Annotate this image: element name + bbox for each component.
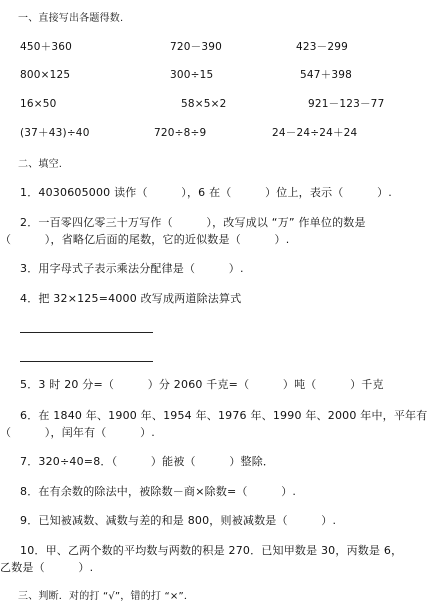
calc-r1-c3: 423－299: [296, 41, 348, 53]
question-10-line-1: 10．甲、乙两个数的平均数与两数的积是 270．已知甲数是 30，丙数是 6，: [20, 544, 403, 557]
question-7: 7．320÷40=8．（ ）能被（ ）整除．: [20, 455, 275, 468]
calc-r3-c1: 16×50: [20, 98, 57, 110]
section-3-heading: 三、判断．对的打 “√”，错的打 “×”．: [18, 591, 195, 602]
calc-r4-c3: 24－24÷24＋24: [272, 127, 358, 139]
calc-r2-c1: 800×125: [20, 69, 71, 81]
calc-r3-c2: 58×5×2: [181, 98, 227, 110]
calc-r2-c2: 300÷15: [170, 69, 214, 81]
question-6-line-1: 6．在 1840 年、1900 年、1954 年、1976 年、1990 年、2000 年中，平年有: [20, 409, 428, 422]
question-3: 3．用字母式子表示乘法分配律是（ ）.: [20, 262, 244, 275]
calc-r4-c1: (37＋43)÷40: [20, 127, 90, 139]
answer-line-1: [20, 332, 153, 333]
calc-r1-c1: 450＋360: [20, 41, 72, 53]
question-1: 1．4030605000 读作（ ），6 在（ ）位上，表示（ ）.: [20, 186, 392, 199]
question-6-line-2: （ ），闰年有（ ）.: [0, 426, 155, 439]
calc-r3-c3: 921－123－77: [308, 98, 385, 110]
answer-line-2: [20, 361, 153, 362]
section-1-heading: 一、直接写出各题得数.: [18, 13, 124, 24]
question-2-line-1: 2．一百零四亿零三十万写作（ ），改写成以 “万” 作单位的数是: [20, 216, 366, 229]
question-10-line-2: 乙数是（ ）.: [0, 561, 94, 574]
calc-r2-c3: 547＋398: [300, 69, 352, 81]
section-2-heading: 二、填空.: [18, 159, 63, 170]
calc-r4-c2: 720÷8÷9: [154, 127, 207, 139]
question-2-line-2: （ ），省略亿后面的尾数，它的近似数是（ ）.: [0, 233, 290, 246]
question-8: 8．在有余数的除法中，被除数－商×除数=（ ）.: [20, 485, 297, 498]
question-4: 4．把 32×125=4000 改写成两道除法算式: [20, 292, 242, 305]
question-5: 5．3 时 20 分=（ ）分 2060 千克=（ ）吨（ ）千克: [20, 378, 384, 391]
calc-r1-c2: 720－390: [170, 41, 222, 53]
question-9: 9．已知被减数、减数与差的和是 800，则被减数是（ ）.: [20, 514, 337, 527]
